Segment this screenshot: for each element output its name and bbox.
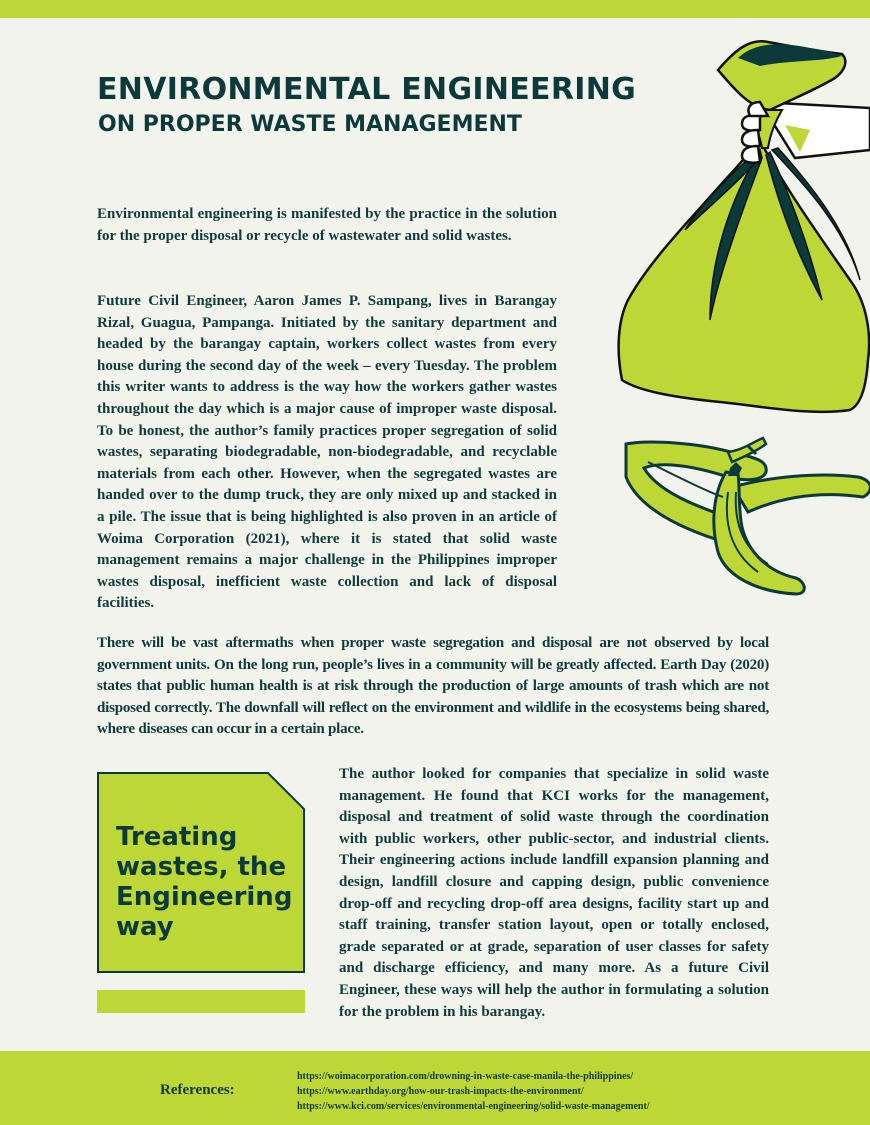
intro-paragraph: Environmental engineering is manifested by the practice in the solution for the proper disposal or recycle of wastewater and solid wastes. [97,206,557,244]
reference-item [297,1069,650,1084]
problem-paragraph: Future Civil Engineer, Aaron James P. Sampang, lives in Barangay Rizal, Guagua, Pampanga. Initiated by the sanitary department and headed by the barangay captain, workers collect wastes from every house during the second day of the week – every Tuesday. The problem this writer wants to address is the way how the workers gather wastes throughout the day which is a major cause of improper waste disposal. To be honest, the author’s family practices proper segregation of solid wastes, separating biodegradable, non-biodegradable, and recyclable materials from each other. However, when the segregated wastes are handed over to the dump truck, they are only mixed up and stacked in a pile. The issue that is being highlighted is also proven in an article of Woima Corporation (2021), where it is stated that solid waste management remains a major challenge in the Philippines improper wastes disposal, inefficient waste collection and lack of disposal facilities. [97,293,557,612]
banana-peel-icon [618,432,870,607]
hand-holding-garbage-bag-icon [610,30,870,425]
aftermath-paragraph: There will be vast aftermaths when proper waste segregation and disposal are not observed by local government units. On the long run, people’s lives in a community will be greatly affected. Earth Day (2020) states that public human health is at risk through the production of large amounts of trash which are not disposed correctly. The downfall will reflect on the environment and wildlife in the ecosystems being shared, where diseases can occur in a certain place. [97,635,769,738]
references-list [297,1069,650,1114]
page-title: ENVIRONMENTAL ENGINEERING [97,72,637,107]
references-label: References: [160,1082,235,1098]
reference-item [297,1099,650,1114]
callout-accent-bar [97,990,305,1013]
page-subtitle: ON PROPER WASTE MANAGEMENT [98,112,522,137]
callout-box [97,772,305,973]
reference-link[interactable]: https://www.earthday.org/how-our-trash-impacts-the-environment/ [297,1086,584,1097]
reference-link[interactable]: https://woimacorporation.com/drowning-in-waste-case-manila-the-philippines/ [297,1071,634,1082]
reference-item [297,1084,650,1099]
top-accent-band [0,0,870,18]
solution-paragraph: The author looked for companies that specialize in solid waste management. He found that KCI works for the management, disposal and treatment of solid waste through the coordination with public workers, other public-sector, and industrial clients. Their engineering actions include landfill expansion planning and design, landfill closure and capping design, public convenience drop-off and recycling drop-off area designs, facility start up and staff training, transfer station layout, open or totally enclosed, grade separated or at grade, separation of user classes for safety and discharge efficiency, and many more. As a future Civil Engineer, these ways will help the author in formulating a solution for the problem in his barangay. [339,766,769,1020]
reference-link[interactable]: https://www.kci.com/services/environmental-engineering/solid-waste-management/ [297,1101,650,1112]
callout-heading: Treating wastes, the Engineering way [116,822,293,942]
